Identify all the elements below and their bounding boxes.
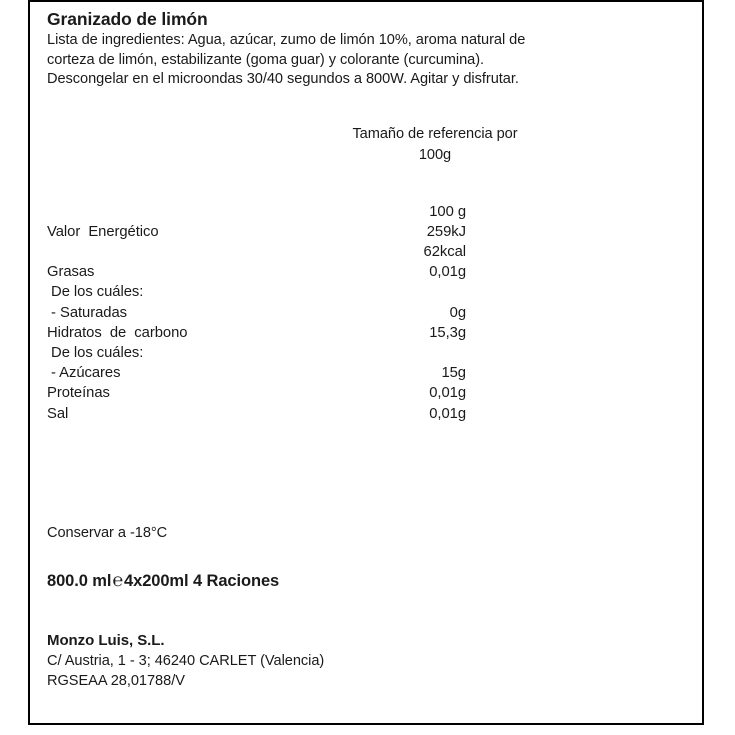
table-row <box>47 282 467 302</box>
nutrient-name-fat-ofwhich: De los cuáles: <box>47 284 144 301</box>
table-row <box>47 343 467 363</box>
net-volume: 800.0 ml <box>47 571 112 590</box>
nutrient-name-header <box>47 202 306 222</box>
nutrient-name-blank <box>47 242 306 262</box>
nutrient-value-carbs-ofwhich <box>306 343 467 363</box>
table-row <box>47 323 467 343</box>
nutrient-value-fat-ofwhich <box>306 282 467 302</box>
nutrient-value-energy-kj: 259kJ <box>426 223 466 240</box>
manufacturer-block <box>47 631 688 692</box>
nutrient-name-sugars: - Azúcares <box>47 365 121 382</box>
nutrient-value-protein: 0,01g <box>429 385 466 402</box>
manufacturer-name: Monzo Luis, S.L. <box>47 631 165 649</box>
nutrient-name-carbs-ofwhich: De los cuáles: <box>47 344 144 361</box>
ingredients-line-1: Lista de ingredientes: Agua, azúcar, zumo de limón 10%, aroma natural de <box>47 32 526 48</box>
table-row <box>47 303 467 323</box>
table-row <box>47 383 467 403</box>
preparation-instructions: Descongelar en el microondas 30/40 segundos a 800W. Agitar y disfrutar. <box>47 71 519 87</box>
nutrient-value-energy-kcal: 62kcal <box>423 243 466 260</box>
ingredients-line-2: corteza de limón, estabilizante (goma guar) y colorante (curcumina). <box>47 51 485 68</box>
estimated-sign-icon: ℮ <box>112 569 124 590</box>
reference-size-heading: Tamaño de referencia por <box>352 125 518 142</box>
table-row <box>47 222 467 242</box>
nutrient-value-sugars: 15g <box>441 365 466 382</box>
nutrient-name-saturates: - Saturadas <box>47 304 128 321</box>
ingredients-block <box>47 31 688 90</box>
table-row <box>47 404 467 424</box>
pack-format: 4x200ml 4 Raciones <box>124 571 280 590</box>
nutrient-name-energy: Valor Energético <box>47 223 159 240</box>
table-row-header <box>47 202 467 222</box>
nutrient-name-fat: Grasas <box>47 264 95 281</box>
nutrient-value-saturates: 0g <box>449 304 466 321</box>
manufacturer-address: C/ Austria, 1 - 3; 46240 CARLET (Valencia) <box>47 652 325 669</box>
storage-instructions: Conservar a -18°C <box>47 524 168 541</box>
nutrient-value-fat: 0,01g <box>429 264 466 281</box>
nutrient-value-carbohydrates: 15,3g <box>429 324 466 341</box>
nutrient-name-carbohydrates: Hidratos de carbono <box>47 324 188 341</box>
nutrition-label-frame <box>28 0 704 725</box>
nutrient-value-salt: 0,01g <box>429 405 466 422</box>
nutrient-name-salt: Sal <box>47 405 69 422</box>
nutrient-name-protein: Proteínas <box>47 385 110 402</box>
manufacturer-registry-number: RGSEAA 28,01788/V <box>47 673 185 690</box>
table-row <box>47 242 467 262</box>
table-row <box>47 262 467 282</box>
page-title: Granizado de limón <box>47 9 208 29</box>
nutrition-column-header: 100 g <box>429 203 466 220</box>
nutrition-table <box>47 202 467 424</box>
net-quantity-line <box>47 570 688 592</box>
table-row <box>47 363 467 383</box>
reference-size-amount: 100g <box>418 146 452 163</box>
reference-size-block <box>47 124 688 166</box>
label-content <box>30 2 702 723</box>
